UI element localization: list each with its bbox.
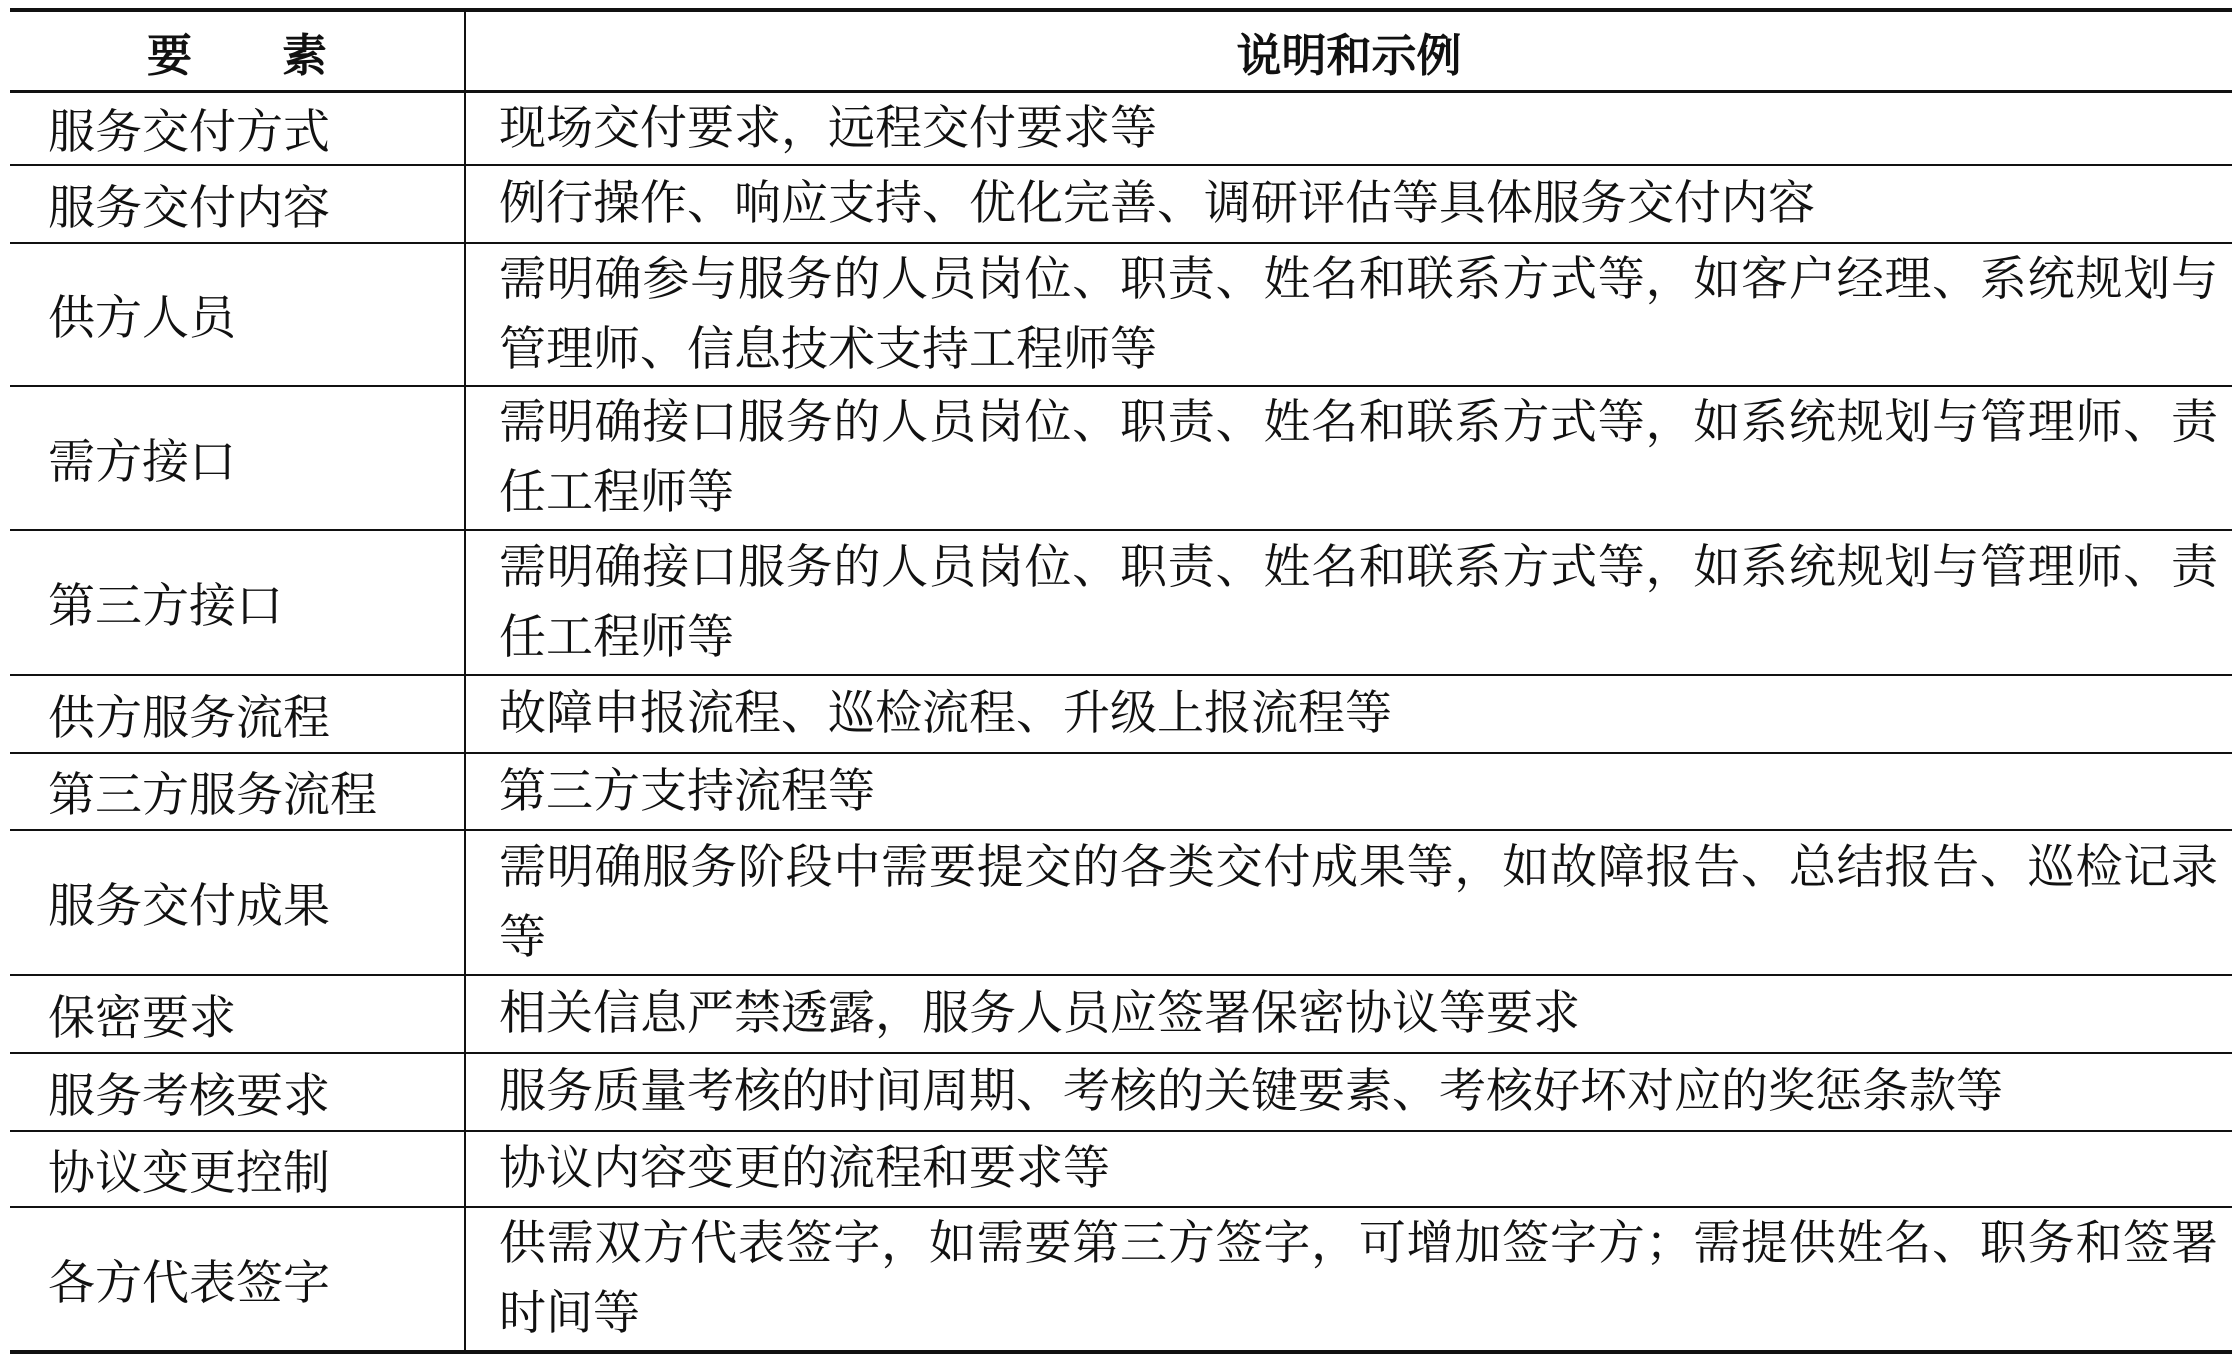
table-row (10, 386, 2232, 530)
table-row (10, 1053, 2232, 1131)
row-element: 供方人员 (10, 243, 465, 386)
row-description: 服务质量考核的时间周期、考核的关键要素、考核好坏对应的奖惩条款等 (465, 1053, 2232, 1131)
row-element: 服务交付成果 (10, 830, 465, 975)
table-row (10, 1207, 2232, 1352)
table-row (10, 675, 2232, 753)
row-description: 需明确接口服务的人员岗位、职责、姓名和联系方式等，如系统规划与管理师、责任工程师等 (465, 530, 2232, 675)
row-description: 相关信息严禁透露，服务人员应签署保密协议等要求 (465, 975, 2232, 1053)
row-description: 现场交付要求，远程交付要求等 (465, 92, 2232, 166)
header-description: 说明和示例 (465, 10, 2232, 92)
table-row (10, 975, 2232, 1053)
row-description: 故障申报流程、巡检流程、升级上报流程等 (465, 675, 2232, 753)
row-description: 需明确参与服务的人员岗位、职责、姓名和联系方式等，如客户经理、系统规划与管理师、信息技术支持工程师等 (465, 243, 2232, 386)
row-element: 服务交付方式 (10, 92, 465, 166)
row-element: 各方代表签字 (10, 1207, 465, 1352)
service-agreement-elements-table (10, 8, 2232, 1354)
elements-table (10, 8, 2232, 1354)
row-description: 第三方支持流程等 (465, 753, 2232, 830)
row-element: 服务考核要求 (10, 1053, 465, 1131)
table-row (10, 165, 2232, 243)
row-description: 例行操作、响应支持、优化完善、调研评估等具体服务交付内容 (465, 165, 2232, 243)
row-description: 协议内容变更的流程和要求等 (465, 1131, 2232, 1207)
row-element: 需方接口 (10, 386, 465, 530)
row-description: 需明确服务阶段中需要提交的各类交付成果等，如故障报告、总结报告、巡检记录等 (465, 830, 2232, 975)
table-row (10, 753, 2232, 830)
row-description: 供需双方代表签字，如需要第三方签字，可增加签字方；需提供姓名、职务和签署时间等 (465, 1207, 2232, 1352)
table-row (10, 530, 2232, 675)
header-element: 要素 (10, 10, 465, 92)
row-element: 第三方服务流程 (10, 753, 465, 830)
row-element: 协议变更控制 (10, 1131, 465, 1207)
row-element: 供方服务流程 (10, 675, 465, 753)
row-description: 需明确接口服务的人员岗位、职责、姓名和联系方式等，如系统规划与管理师、责任工程师等 (465, 386, 2232, 530)
table-header-row (10, 10, 2232, 92)
table-row (10, 92, 2232, 166)
table-row (10, 830, 2232, 975)
table-row (10, 243, 2232, 386)
row-element: 保密要求 (10, 975, 465, 1053)
table-row (10, 1131, 2232, 1207)
row-element: 第三方接口 (10, 530, 465, 675)
row-element: 服务交付内容 (10, 165, 465, 243)
